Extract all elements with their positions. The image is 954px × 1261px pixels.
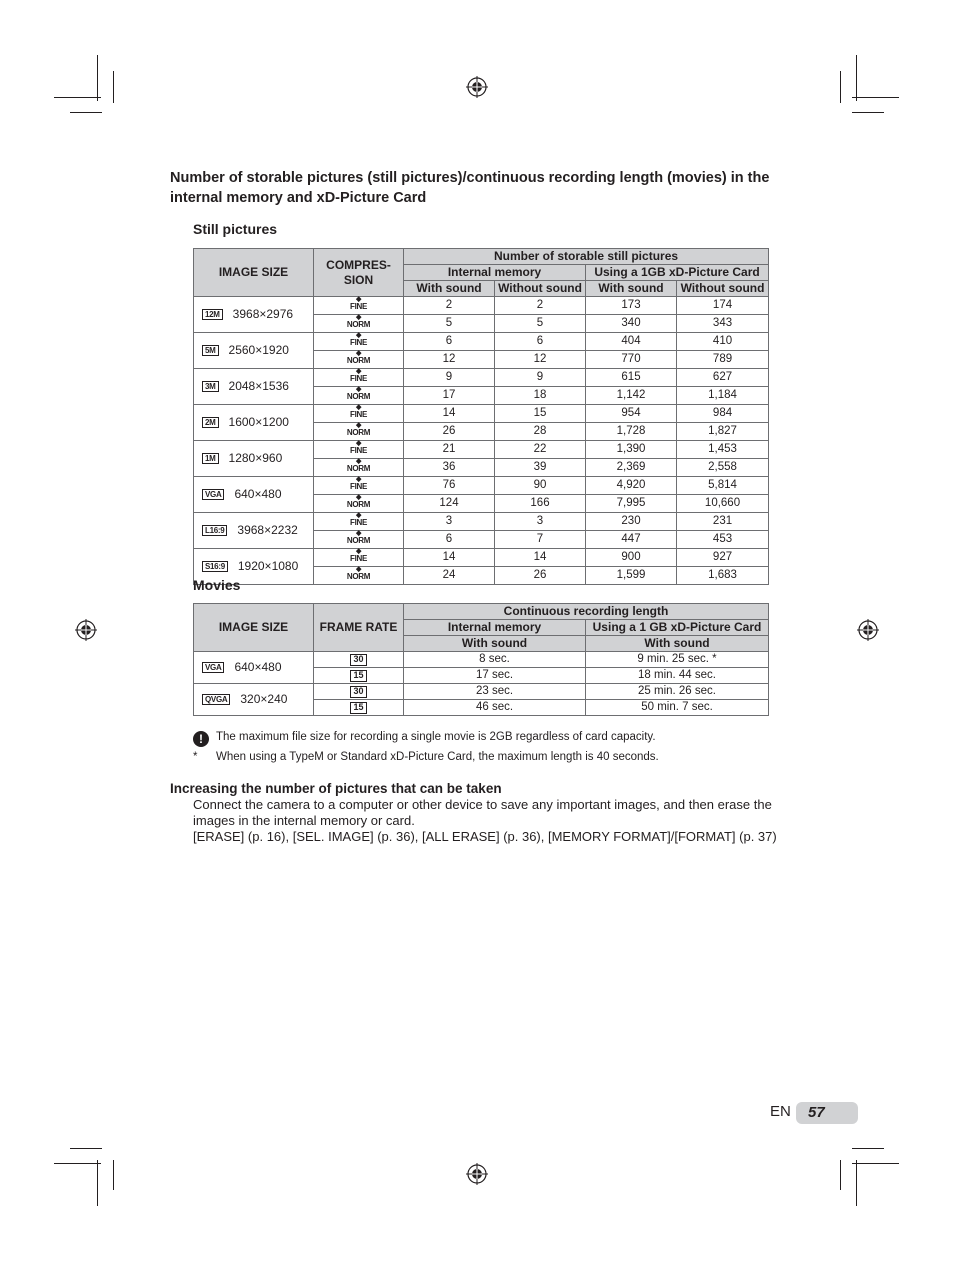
norm-compression-icon: ◆ NORM	[346, 314, 371, 329]
col-with-sound: With sound	[586, 281, 677, 297]
compression-cell	[314, 495, 404, 513]
fine-compression-icon: ◆ FINE	[349, 368, 368, 383]
table-cell: 12	[404, 351, 495, 369]
table-cell: 404	[586, 333, 677, 351]
table-cell: 25 min. 26 sec.	[586, 684, 769, 700]
col-internal-memory: Internal memory	[404, 620, 586, 636]
table-cell: 10,660	[677, 495, 769, 513]
fine-compression-icon: ◆ FINE	[349, 404, 368, 419]
table-cell: 5,814	[677, 477, 769, 495]
compression-cell	[314, 333, 404, 351]
table-cell: 5	[404, 315, 495, 333]
table-cell: 1,390	[586, 441, 677, 459]
fine-compression-icon: ◆ FINE	[349, 296, 368, 311]
norm-compression-icon: ◆ NORM	[346, 530, 371, 545]
image-size-cell	[194, 333, 314, 369]
table-cell: 2,558	[677, 459, 769, 477]
table-cell: 9	[404, 369, 495, 387]
frame-rate-icon: 30	[350, 686, 366, 698]
table-cell: 1,827	[677, 423, 769, 441]
table-cell: 453	[677, 531, 769, 549]
image-size-cell	[194, 513, 314, 549]
table-row	[194, 549, 769, 567]
image-size-value: 640×480	[234, 659, 282, 674]
col-frame-rate: FRAME RATE	[314, 604, 404, 652]
frame-rate-cell	[314, 684, 404, 700]
image-size-value: 2560×1920	[228, 342, 289, 357]
image-size-icon: 5M	[202, 345, 219, 356]
compression-cell	[314, 531, 404, 549]
col-with-sound: With sound	[404, 636, 586, 652]
asterisk-mark: *	[193, 751, 198, 763]
table-cell: 76	[404, 477, 495, 495]
table-cell: 26	[495, 567, 586, 585]
language-label: EN	[770, 1103, 791, 1120]
fine-compression-icon: ◆ FINE	[349, 512, 368, 527]
table-cell: 3	[404, 513, 495, 531]
table-cell: 900	[586, 549, 677, 567]
table-cell: 343	[677, 315, 769, 333]
table-cell: 984	[677, 405, 769, 423]
frame-rate-icon: 30	[350, 654, 366, 666]
table-cell: 6	[495, 333, 586, 351]
table-cell: 3	[495, 513, 586, 531]
compression-cell	[314, 549, 404, 567]
table-cell: 5	[495, 315, 586, 333]
image-size-icon: L16:9	[202, 525, 227, 536]
table-cell: 447	[586, 531, 677, 549]
compression-cell	[314, 567, 404, 585]
image-size-icon: 2M	[202, 417, 219, 428]
fine-compression-icon: ◆ FINE	[349, 548, 368, 563]
still-pictures-table	[193, 248, 769, 585]
table-cell: 927	[677, 549, 769, 567]
table-cell: 14	[404, 549, 495, 567]
compression-cell	[314, 441, 404, 459]
table-cell: 789	[677, 351, 769, 369]
col-image-size: IMAGE SIZE	[194, 604, 314, 652]
compression-cell	[314, 513, 404, 531]
table-cell: 7	[495, 531, 586, 549]
table-cell: 166	[495, 495, 586, 513]
table-cell: 7,995	[586, 495, 677, 513]
table-cell: 173	[586, 297, 677, 315]
table-cell: 22	[495, 441, 586, 459]
image-size-value: 3968×2976	[232, 306, 294, 321]
increasing-refs: [ERASE] (p. 16), [SEL. IMAGE] (p. 36), [ALL ERASE] (p. 36), [MEMORY FORMAT]/[FORMAT] (p. 37)	[193, 829, 777, 844]
col-image-size: IMAGE SIZE	[194, 249, 314, 297]
table-cell: 14	[404, 405, 495, 423]
table-cell: 124	[404, 495, 495, 513]
compression-cell	[314, 369, 404, 387]
col-group-storable: Number of storable still pictures	[404, 249, 769, 265]
table-row	[194, 369, 769, 387]
col-with-sound: With sound	[586, 636, 769, 652]
table-cell: 615	[586, 369, 677, 387]
table-cell: 954	[586, 405, 677, 423]
table-cell: 9 min. 25 sec. *	[586, 652, 769, 668]
table-cell: 17	[404, 387, 495, 405]
frame-rate-icon: 15	[350, 670, 366, 682]
table-row	[194, 333, 769, 351]
table-cell: 230	[586, 513, 677, 531]
table-cell: 1,142	[586, 387, 677, 405]
table-cell: 14	[495, 549, 586, 567]
table-cell: 1,184	[677, 387, 769, 405]
table-cell: 4,920	[586, 477, 677, 495]
registration-mark-icon	[466, 76, 488, 98]
table-cell: 410	[677, 333, 769, 351]
col-card: Using a 1GB xD-Picture Card	[586, 265, 769, 281]
fine-compression-icon: ◆ FINE	[349, 440, 368, 455]
movies-title: Movies	[193, 577, 241, 593]
table-cell: 1,453	[677, 441, 769, 459]
image-size-value: 320×240	[240, 691, 288, 706]
image-size-value: 1280×960	[228, 450, 283, 465]
table-cell: 1,728	[586, 423, 677, 441]
table-cell: 231	[677, 513, 769, 531]
registration-mark-icon	[466, 1163, 488, 1185]
section-heading: Number of storable pictures (still pictures)/continuous recording length (movies) in the internal memory and xD-Picture Card	[170, 170, 770, 206]
compression-cell	[314, 405, 404, 423]
table-cell: 26	[404, 423, 495, 441]
compression-cell	[314, 387, 404, 405]
image-size-icon: S16:9	[202, 561, 228, 572]
image-size-icon: 12M	[202, 309, 223, 320]
table-cell: 21	[404, 441, 495, 459]
col-without-sound: Without sound	[677, 281, 769, 297]
image-size-cell	[194, 477, 314, 513]
registration-mark-icon	[75, 619, 97, 641]
table-cell: 2	[404, 297, 495, 315]
table-cell: 340	[586, 315, 677, 333]
frame-rate-cell	[314, 652, 404, 668]
norm-compression-icon: ◆ NORM	[346, 422, 371, 437]
increasing-title: Increasing the number of pictures that can be taken	[170, 781, 502, 796]
frame-rate-cell	[314, 700, 404, 716]
movies-table	[193, 603, 769, 716]
table-cell: 6	[404, 333, 495, 351]
image-size-icon: QVGA	[202, 694, 230, 705]
image-size-icon: VGA	[202, 662, 224, 673]
image-size-value: 640×480	[234, 486, 282, 501]
col-internal-memory: Internal memory	[404, 265, 586, 281]
image-size-cell	[194, 405, 314, 441]
registration-mark-icon	[857, 619, 879, 641]
image-size-cell	[194, 684, 314, 716]
col-with-sound: With sound	[404, 281, 495, 297]
table-cell: 15	[495, 405, 586, 423]
norm-compression-icon: ◆ NORM	[346, 566, 371, 581]
table-cell: 18 min. 44 sec.	[586, 668, 769, 684]
table-row	[194, 297, 769, 315]
table-row	[194, 441, 769, 459]
image-size-cell	[194, 441, 314, 477]
table-cell: 46 sec.	[404, 700, 586, 716]
table-cell: 50 min. 7 sec.	[586, 700, 769, 716]
norm-compression-icon: ◆ NORM	[346, 458, 371, 473]
table-cell: 1,683	[677, 567, 769, 585]
compression-cell	[314, 351, 404, 369]
image-size-cell	[194, 652, 314, 684]
image-size-cell	[194, 369, 314, 405]
still-pictures-title: Still pictures	[193, 221, 278, 237]
frame-rate-icon: 15	[350, 702, 366, 714]
table-row	[194, 684, 769, 700]
page-number: 57	[796, 1102, 858, 1124]
table-cell: 174	[677, 297, 769, 315]
col-compression: COMPRES- SION	[314, 249, 404, 297]
table-cell: 6	[404, 531, 495, 549]
compression-cell	[314, 459, 404, 477]
col-card: Using a 1 GB xD-Picture Card	[586, 620, 769, 636]
compression-cell	[314, 315, 404, 333]
norm-compression-icon: ◆ NORM	[346, 494, 371, 509]
table-cell: 770	[586, 351, 677, 369]
image-size-value: 2048×1536	[228, 378, 289, 393]
image-size-cell	[194, 297, 314, 333]
col-without-sound: Without sound	[495, 281, 586, 297]
table-cell: 36	[404, 459, 495, 477]
table-cell: 17 sec.	[404, 668, 586, 684]
warning-note: The maximum file size for recording a single movie is 2GB regardless of card capacity.	[216, 731, 656, 743]
asterisk-note: When using a TypeM or Standard xD-Picture Card, the maximum length is 40 seconds.	[216, 751, 659, 763]
compression-cell	[314, 297, 404, 315]
table-cell: 9	[495, 369, 586, 387]
table-cell: 8 sec.	[404, 652, 586, 668]
image-size-icon: 1M	[202, 453, 219, 464]
table-cell: 2	[495, 297, 586, 315]
norm-compression-icon: ◆ NORM	[346, 350, 371, 365]
table-cell: 12	[495, 351, 586, 369]
compression-cell	[314, 423, 404, 441]
table-row	[194, 477, 769, 495]
norm-compression-icon: ◆ NORM	[346, 386, 371, 401]
fine-compression-icon: ◆ FINE	[349, 476, 368, 491]
col-group-recording: Continuous recording length	[404, 604, 769, 620]
table-row	[194, 513, 769, 531]
table-cell: 23 sec.	[404, 684, 586, 700]
caution-icon: !	[193, 731, 209, 747]
table-row	[194, 652, 769, 668]
image-size-value: 1600×1200	[228, 414, 289, 429]
image-size-value: 3968×2232	[237, 522, 298, 537]
increasing-body: Connect the camera to a computer or other device to save any important images, and then erase the images in the internal memory or card.	[193, 797, 772, 828]
table-cell: 90	[495, 477, 586, 495]
image-size-value: 1920×1080	[237, 558, 299, 573]
table-cell: 18	[495, 387, 586, 405]
table-cell: 24	[404, 567, 495, 585]
table-row	[194, 405, 769, 423]
table-cell: 2,369	[586, 459, 677, 477]
frame-rate-cell	[314, 668, 404, 684]
table-cell: 28	[495, 423, 586, 441]
compression-cell	[314, 477, 404, 495]
fine-compression-icon: ◆ FINE	[349, 332, 368, 347]
image-size-icon: VGA	[202, 489, 224, 500]
table-cell: 627	[677, 369, 769, 387]
table-cell: 1,599	[586, 567, 677, 585]
table-cell: 39	[495, 459, 586, 477]
image-size-icon: 3M	[202, 381, 219, 392]
